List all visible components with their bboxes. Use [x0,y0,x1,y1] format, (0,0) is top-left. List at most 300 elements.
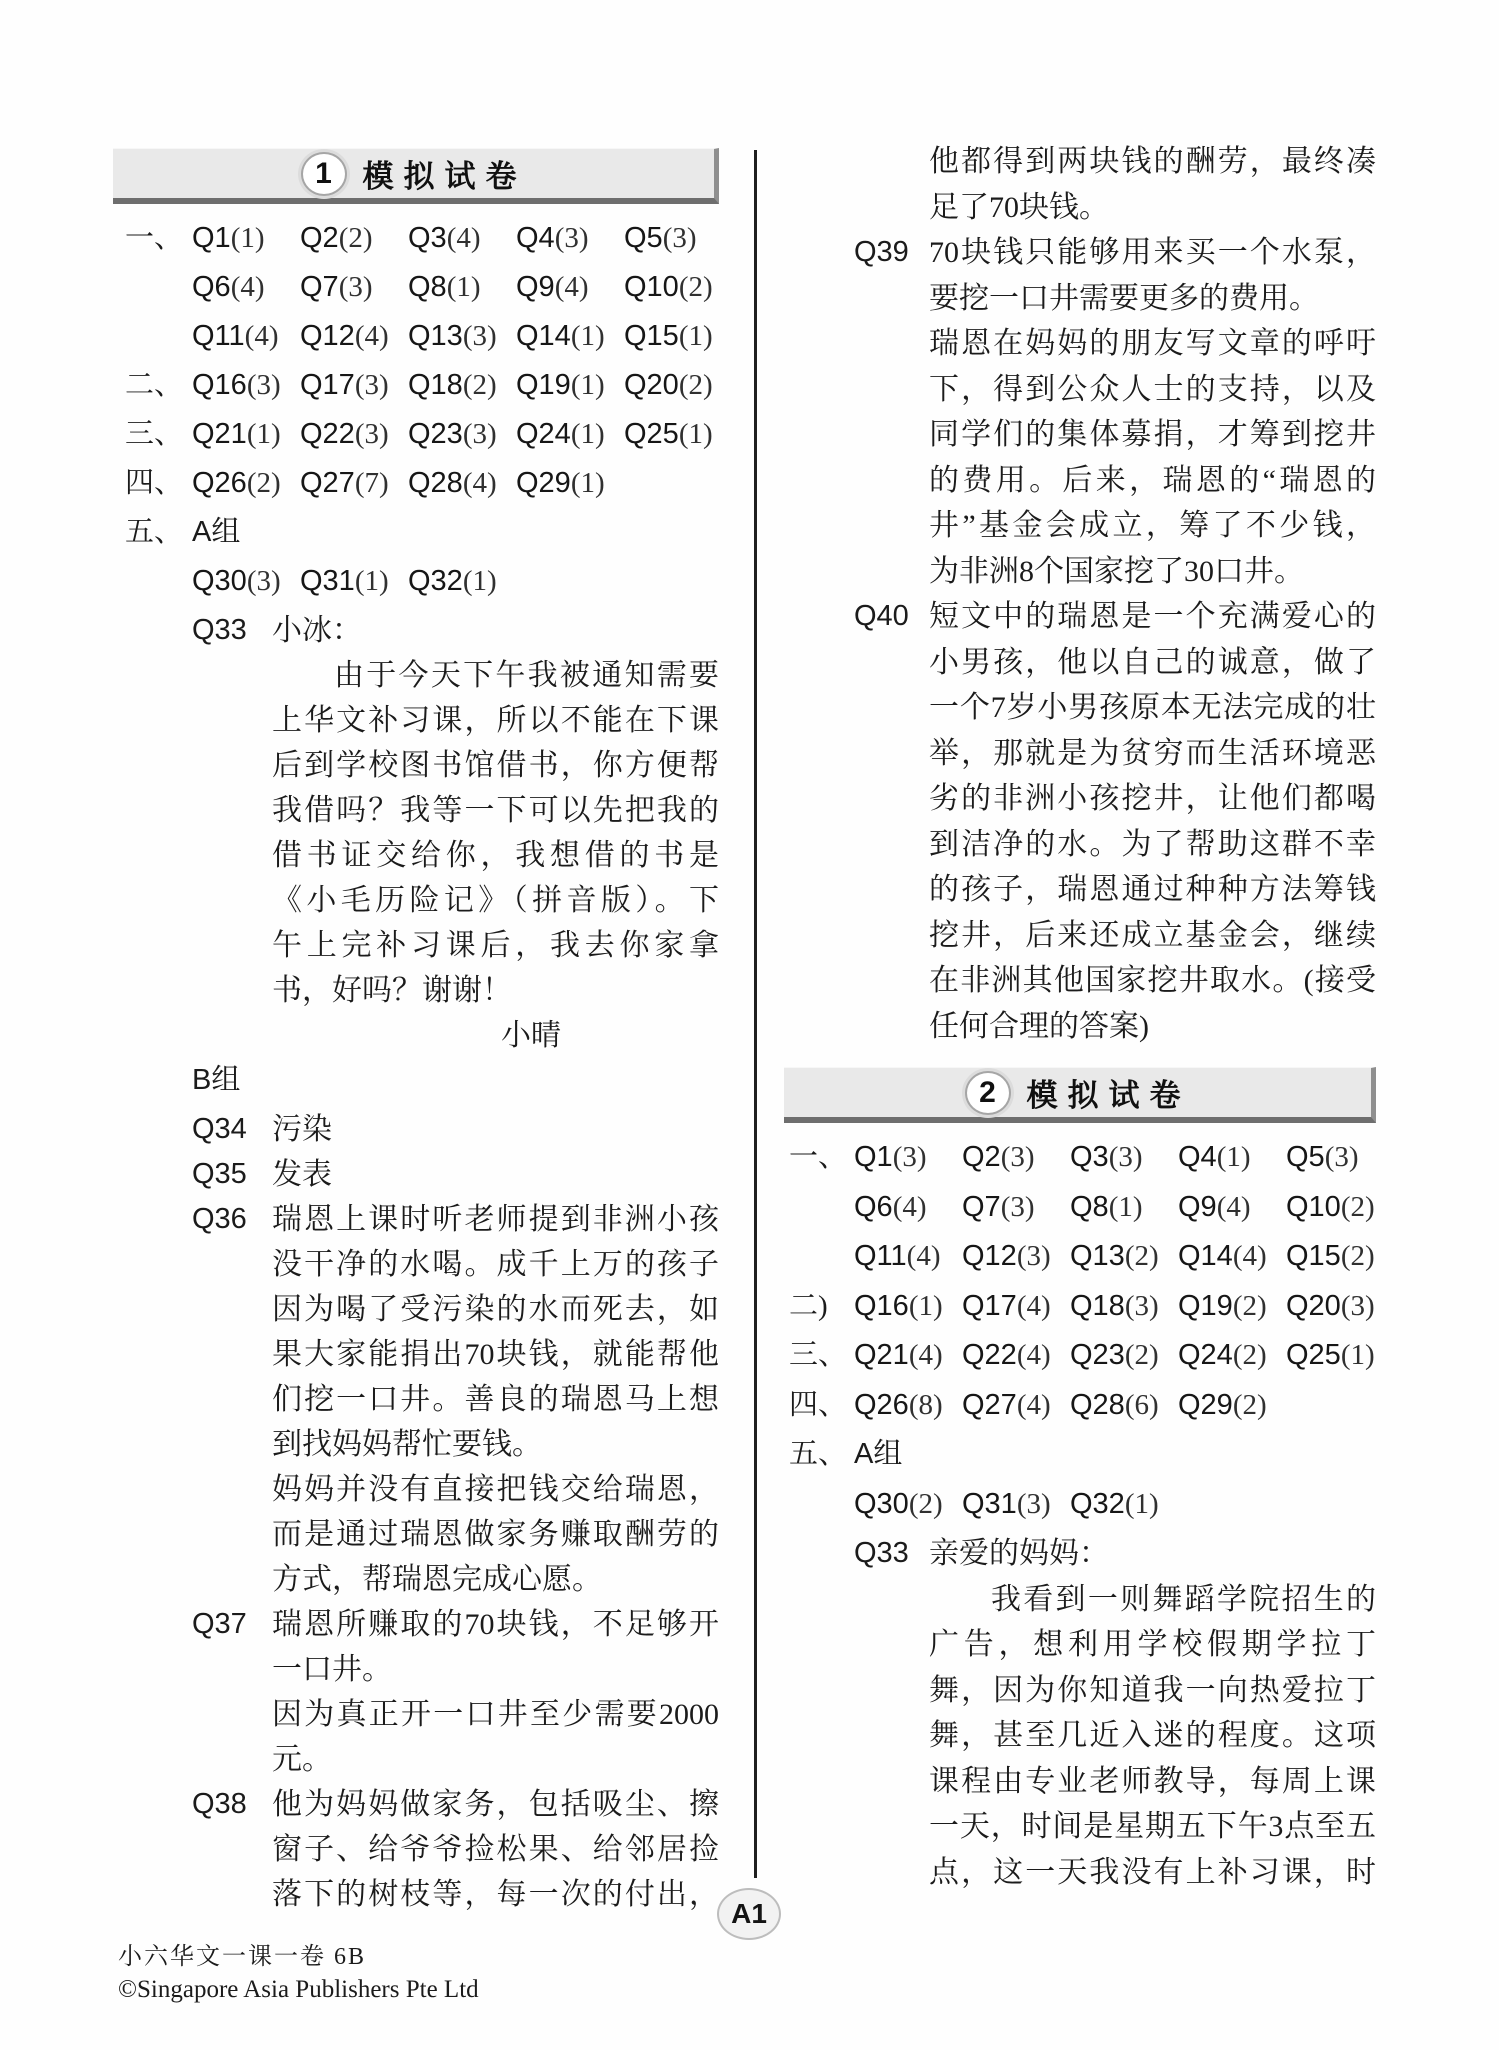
question-number: Q7 [300,271,339,303]
answer-item [854,1185,962,1235]
answer-line: 井”基金会成立，筹了不少钱， [929,509,1376,542]
question-number: Q4 [1178,1141,1217,1173]
answer-line: 一个7岁小男孩原本无法完成的壮 [929,691,1376,724]
answer-option: (2) [1232,1339,1267,1371]
answer-line: 小男孩，他以自己的诚意，做了 [929,645,1376,679]
answer-line: 妈妈并没有直接把钱交给瑞恩， [272,1473,719,1506]
answer-block [784,1531,1376,1895]
question-number: Q8 [408,271,447,303]
answer-line: 瑞恩上课时听老师提到非洲小孩 [272,1203,719,1236]
answer-row [113,216,719,265]
question-number: Q28 [408,467,463,499]
question-number: Q3 [408,222,447,254]
question-number: Q26 [854,1388,909,1421]
answer-item [854,1135,962,1185]
question-number: Q28 [1070,1388,1125,1421]
answer-item [1178,1383,1267,1433]
answer-line: 污染 [272,1113,332,1146]
answer-line: 他都得到两块钱的酬劳，最终凑 [929,145,1376,178]
question-label: Q40 [854,600,909,632]
answer-item [192,216,300,265]
page-number-badge: A1 [717,1888,781,1940]
group-label: B组 [192,1064,241,1096]
answer-option: (1) [570,320,605,352]
answer-option: (2) [1124,1339,1159,1371]
answer-item [854,1333,962,1383]
answer-option: (2) [1340,1190,1375,1223]
question-number: Q17 [300,369,355,401]
answer-line: 小晴 [501,1019,561,1052]
answer-line: 到洁净的水。为了帮助这群不幸 [929,827,1376,861]
question-number: Q3 [1070,1141,1109,1173]
answer-block [784,139,1376,230]
answer-option: (2) [678,369,713,401]
section-marker: 二、 [125,369,184,401]
question-number: Q16 [854,1289,909,1322]
answer-option: (4) [1016,1339,1051,1371]
question-label: Q38 [192,1788,247,1820]
answer-line: 到找妈妈帮忙要钱。 [272,1428,542,1461]
question-number: Q27 [962,1388,1017,1421]
answer-option: (3) [246,369,281,401]
answer-option: (1) [570,418,605,450]
answer-option: (4) [1216,1190,1251,1223]
answer-line: 我借吗？我等一下可以先把我的 [272,794,719,827]
question-number: Q19 [1178,1289,1233,1322]
question-number: Q25 [624,418,679,450]
paper-header [113,148,719,204]
question-number: Q2 [300,222,339,254]
answer-option: (4) [244,320,279,352]
answer-item [1286,1234,1375,1284]
group-row [113,510,719,559]
answer-item [962,1234,1070,1284]
answer-option: (2) [1232,1388,1267,1421]
answer-option: (3) [462,418,497,450]
answer-item [854,1482,962,1532]
answer-option: (4) [354,320,389,352]
section-marker: 四、 [125,467,184,499]
question-number: Q23 [408,418,463,450]
answer-item [300,412,408,461]
answer-item [408,461,516,510]
question-number: Q22 [300,418,355,450]
answer-item [300,265,408,314]
answer-row [113,412,719,461]
answer-option: (4) [1232,1240,1267,1272]
answer-option: (1) [1108,1190,1143,1223]
answer-option: (1) [570,369,605,401]
question-number: Q20 [624,369,679,401]
paper-title: 模拟试卷 [1026,1078,1191,1113]
question-number: Q13 [408,320,463,352]
answer-option: (4) [1016,1289,1051,1322]
answer-line: 瑞恩所赚取的70块钱，不足够开 [272,1608,719,1641]
answer-option: (3) [1340,1289,1375,1322]
answer-line: 亲爱的妈妈： [929,1537,1109,1570]
answer-item [1286,1135,1359,1185]
answer-item [300,559,408,608]
answer-option: (2) [1340,1240,1375,1272]
paper-number-circle: 2 [965,1071,1011,1115]
answer-line: 而是通过瑞恩做家务赚取酬劳的 [272,1518,719,1551]
question-number: Q26 [192,467,247,499]
answer-option: (3) [246,565,281,597]
group-row [113,1058,719,1107]
answer-item [192,265,300,314]
answer-item [854,1284,962,1334]
answer-option: (7) [354,467,389,499]
answer-row [784,1234,1376,1284]
answer-block [113,1602,719,1782]
answer-option: (1) [246,418,281,450]
question-label: Q35 [192,1158,247,1190]
answer-option: (3) [1000,1190,1035,1223]
answer-item [624,216,697,265]
answer-option: (1) [462,565,497,597]
question-number: Q14 [1178,1240,1233,1272]
answer-item [624,363,713,412]
question-number: Q18 [408,369,463,401]
question-number: Q4 [516,222,555,254]
answer-item [962,1284,1070,1334]
answer-item [1070,1185,1178,1235]
answer-option: (8) [908,1388,943,1421]
question-number: Q29 [516,467,571,499]
question-number: Q12 [300,320,355,352]
answer-line: 广告，想利用学校假期学拉丁 [929,1628,1376,1661]
answer-option: (1) [908,1289,943,1322]
question-number: Q31 [300,565,355,597]
question-number: Q7 [962,1190,1001,1223]
answer-line: 挖井，后来还成立基金会，继续 [929,918,1376,952]
section-marker: 五、 [789,1438,848,1470]
question-number: Q11 [192,320,245,352]
question-number: Q9 [1178,1190,1217,1223]
question-number: Q2 [962,1141,1001,1173]
answer-line: 的费用。后来，瑞恩的“瑞恩的 [929,463,1376,497]
section-marker: 一、 [125,222,184,254]
answer-option: (1) [1124,1487,1159,1520]
answer-item [962,1482,1070,1532]
paper-number-circle: 1 [301,152,347,196]
answer-line: 一口井。 [272,1653,392,1686]
question-number: Q29 [1178,1388,1233,1421]
answer-option: (2) [246,467,281,499]
column-divider [754,150,757,1878]
answer-block [113,1782,719,1917]
answer-option: (1) [678,320,713,352]
answer-row [784,1185,1376,1235]
question-number: Q23 [1070,1339,1125,1371]
answer-line: 瑞恩在妈妈的朋友写文章的呼吁 [929,327,1376,360]
question-number: Q13 [1070,1240,1125,1272]
paper-title: 模拟试卷 [362,159,527,194]
question-number: Q30 [192,565,247,597]
answer-option: (1) [570,467,605,499]
answer-block [113,1197,719,1602]
answer-item [516,265,624,314]
question-number: Q1 [854,1141,893,1173]
section-marker: 三、 [125,418,184,450]
question-number: Q31 [962,1487,1017,1520]
answer-line: 要挖一口井需要更多的费用。 [929,281,1319,315]
answer-row [113,265,719,314]
question-number: Q30 [854,1487,909,1520]
footer-series-title: 小六华文一课一卷 6B [118,1944,367,1970]
answer-option: (4) [446,222,481,254]
question-number: Q6 [192,271,231,303]
answer-item [1178,1284,1286,1334]
answer-line: 果大家能捐出70块钱，就能帮他 [272,1338,719,1371]
answer-item [300,314,408,363]
answer-option: (3) [1000,1141,1035,1173]
section-marker: 一、 [789,1141,848,1173]
group-row [784,1432,1376,1482]
answer-option: (3) [338,271,373,303]
answer-item [1286,1284,1375,1334]
answer-block [113,1107,719,1152]
answer-item [1178,1185,1286,1235]
answer-option: (2) [678,271,713,303]
answer-line: 举，那就是为贫穷而生活环境恶 [929,736,1376,770]
answer-row [784,1383,1376,1433]
answer-item [516,216,624,265]
answer-option: (4) [1016,1388,1051,1421]
question-number: Q15 [624,320,679,352]
answer-option: (3) [1124,1289,1159,1322]
question-number: Q24 [1178,1339,1233,1371]
question-number: Q9 [516,271,555,303]
answer-item [516,363,624,412]
question-number: Q32 [408,565,463,597]
section-marker: 五、 [125,516,184,548]
answer-option: (2) [908,1487,943,1520]
answer-row [784,1333,1376,1383]
section-marker: 四、 [789,1388,848,1421]
answer-option: (3) [662,222,697,254]
group-label: A组 [854,1438,903,1470]
answer-option: (3) [1324,1141,1359,1173]
section-marker: 三、 [789,1339,848,1371]
question-number: Q18 [1070,1289,1125,1322]
answer-item [1286,1185,1375,1235]
question-label: Q39 [854,236,909,268]
answer-option: (3) [554,222,589,254]
answer-option: (3) [892,1141,927,1173]
answer-item [624,265,713,314]
answer-line: 午上完补习课后，我去你家拿 [272,929,719,962]
question-label: Q34 [192,1113,247,1145]
answer-item [516,314,624,363]
column-left [113,148,719,1917]
answer-item [962,1383,1070,1433]
answer-line: 他为妈妈做家务，包括吸尘、擦 [272,1788,719,1821]
question-number: Q15 [1286,1240,1341,1272]
answer-line: 落下的树枝等，每一次的付出， [272,1878,719,1911]
answer-line: 元。 [272,1743,332,1776]
answer-option: (2) [1232,1289,1267,1322]
answer-row [784,1135,1376,1185]
answer-item [854,1234,962,1284]
answer-item [192,559,300,608]
answer-option: (4) [462,467,497,499]
question-number: Q11 [854,1240,907,1272]
answer-line: 小冰： [272,614,362,647]
answer-item [300,363,408,412]
answer-line: 因为真正开一口井至少需要2000 [272,1698,719,1731]
question-label: Q33 [192,614,247,646]
answer-item [408,314,516,363]
answer-option: (2) [462,369,497,401]
answer-block [784,594,1376,1049]
answer-option: (6) [1124,1388,1159,1421]
answer-option: (1) [230,222,265,254]
answer-item [408,216,516,265]
answer-block [113,1152,719,1197]
answer-row [113,363,719,412]
answer-option: (3) [354,369,389,401]
answer-item [408,265,516,314]
question-number: Q12 [962,1240,1017,1272]
question-label: Q33 [854,1537,909,1569]
footer [118,1936,479,2004]
answer-item [192,412,300,461]
answer-line: 的孩子，瑞恩通过种种方法筹钱 [929,873,1376,906]
answer-item [300,216,408,265]
answer-line: 课程由专业老师教导，每周上课 [929,1764,1376,1798]
question-number: Q32 [1070,1487,1125,1520]
answer-option: (3) [462,320,497,352]
answer-line: 在非洲其他国家挖井取水。(接受 [929,964,1376,997]
answer-line: 为非洲8个国家挖了30口井。 [929,554,1304,588]
answer-item [192,314,300,363]
answer-item [516,461,605,510]
question-number: Q20 [1286,1289,1341,1322]
answer-line: 书，好吗？谢谢！ [272,974,512,1007]
answer-item [408,559,497,608]
question-number: Q5 [624,222,663,254]
answer-option: (2) [1124,1240,1159,1272]
answer-row [784,1284,1376,1334]
answer-item [1070,1135,1178,1185]
answer-line: 借书证交给你，我想借的书是 [272,839,719,872]
question-number: Q10 [1286,1190,1341,1223]
answer-line: 我看到一则舞蹈学院招生的 [991,1582,1376,1616]
answer-item [1286,1333,1375,1383]
question-label: Q36 [192,1203,247,1235]
answer-item [962,1135,1070,1185]
answer-option: (4) [230,271,265,303]
answer-item [1178,1135,1286,1185]
answer-option: (3) [1108,1141,1143,1173]
question-number: Q22 [962,1339,1017,1371]
answer-option: (3) [1016,1487,1051,1520]
answer-block [784,230,1376,594]
answer-item [1070,1234,1178,1284]
answer-item [516,412,624,461]
answer-line: 《小毛历险记》（拼音版）。下 [272,884,719,917]
question-number: Q6 [854,1190,893,1223]
question-number: Q25 [1286,1339,1341,1371]
question-number: Q21 [192,418,247,450]
answer-option: (2) [338,222,373,254]
paper-header [784,1067,1376,1123]
answer-item [1070,1333,1178,1383]
answer-option: (1) [1216,1141,1251,1173]
answer-line: 由于今天下午我被通知需要 [334,659,719,692]
answer-item [1178,1234,1286,1284]
answer-item [962,1333,1070,1383]
answer-line: 一天，时间是星期五下午3点至五 [929,1810,1376,1843]
answer-row [784,1482,1376,1532]
answer-option: (4) [908,1339,943,1371]
answer-line: 后到学校图书馆借书，你方便帮 [272,749,719,782]
answer-line: 窗子、给爷爷捡松果、给邻居捡 [272,1833,719,1866]
answer-item [408,412,516,461]
answer-item [1070,1383,1178,1433]
answer-line: 们挖一口井。善良的瑞恩马上想 [272,1383,719,1416]
question-number: Q10 [624,271,679,303]
question-number: Q1 [192,222,231,254]
question-label: Q37 [192,1608,247,1640]
question-number: Q8 [1070,1190,1109,1223]
answer-option: (1) [446,271,481,303]
group-label: A组 [192,516,241,548]
answer-line: 舞，甚至几近入迷的程度。这项 [929,1719,1376,1752]
answer-line: 短文中的瑞恩是一个充满爱心的 [929,600,1376,633]
answer-row [113,314,719,363]
answer-line: 没干净的水喝。成千上万的孩子 [272,1248,719,1281]
question-number: Q16 [192,369,247,401]
answer-line: 舞，因为你知道我一向热爱拉丁 [929,1673,1376,1707]
answer-item [192,461,300,510]
section-marker: 二) [789,1289,828,1322]
question-number: Q27 [300,467,355,499]
answer-option: (1) [354,565,389,597]
answer-line: 70块钱只能够用来买一个水泵， [929,236,1376,269]
answer-row [113,461,719,510]
answer-option: (4) [892,1190,927,1223]
answer-item [1178,1333,1286,1383]
answer-line: 上华文补习课，所以不能在下课 [272,704,719,737]
question-number: Q5 [1286,1141,1325,1173]
answer-line: 同学们的集体募捐，才筹到挖井 [929,418,1376,451]
answer-block [113,608,719,1058]
answer-item [300,461,408,510]
footer-copyright: ©Singapore Asia Publishers Pte Ltd [118,1976,479,2003]
answer-line: 下，得到公众人士的支持，以及 [929,372,1376,406]
answer-line: 劣的非洲小孩挖井，让他们都喝 [929,782,1376,815]
column-right [784,139,1376,1895]
question-number: Q14 [516,320,571,352]
question-number: Q24 [516,418,571,450]
answer-item [1070,1284,1178,1334]
answer-option: (3) [354,418,389,450]
answer-item [854,1383,962,1433]
answer-line: 任何合理的答案) [929,1009,1149,1043]
question-number: Q17 [962,1289,1017,1322]
answer-line: 因为喝了受污染的水而死去，如 [272,1293,719,1326]
answer-line: 方式，帮瑞恩完成心愿。 [272,1563,602,1596]
answer-item [192,363,300,412]
answer-line: 点，这一天我没有上补习课，时 [929,1855,1376,1889]
answer-option: (4) [554,271,589,303]
question-number: Q21 [854,1339,909,1371]
answer-line: 发表 [272,1158,332,1191]
answer-option: (3) [1016,1240,1051,1272]
answer-option: (4) [906,1240,941,1272]
